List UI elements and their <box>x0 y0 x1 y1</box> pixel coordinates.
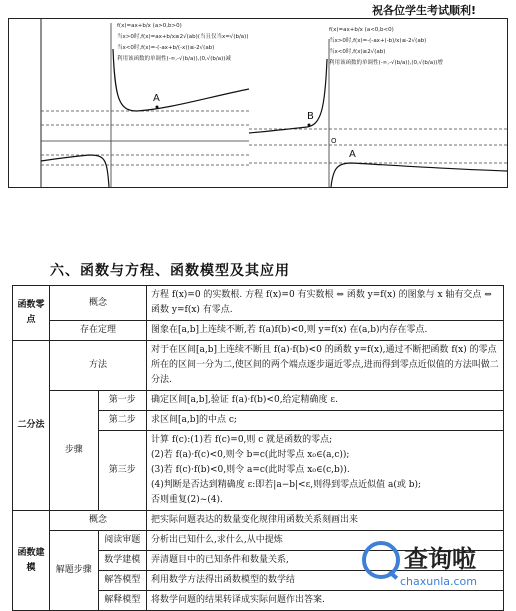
formula-line: 利用该函数的单调性(-∞,-√(b/a)),(0,√(b/a))减 <box>117 56 231 62</box>
content-cell: 将数学问题的结果转译成实际问题作出答案. <box>147 591 504 611</box>
step-name: 第二步 <box>98 411 147 431</box>
step-name: 阅读审题 <box>98 531 147 551</box>
watermark-url: chaxunla.com <box>400 575 477 588</box>
label-cell: 概念 <box>50 286 147 321</box>
right-curve-upper <box>249 59 327 133</box>
label-cell: 方法 <box>50 341 147 391</box>
formula-line: f(x)=ax+b/x (a<0,b<0) <box>329 27 394 33</box>
step-name: 数学建模 <box>98 551 147 571</box>
formula-line: 当x<0时,f(x)=-(-ax+b/(-x))≤-2√(ab) <box>117 45 215 51</box>
right-curve-lower <box>331 163 507 187</box>
content-cell: 分析出已知什么,求什么,从中提炼 <box>147 531 504 551</box>
content-cell: 求区间[a,b]的中点 c; <box>147 411 504 431</box>
left-curve-lower <box>41 155 109 187</box>
step-line: 计算 f(c):(1)若 f(c)=0,则 c 就是函数的零点; <box>151 435 333 445</box>
watermark-title: 查询啦 <box>404 544 476 573</box>
section-heading: 六、函数与方程、函数模型及其应用 <box>50 263 290 279</box>
step-line: (3)若 f(c)·f(b)<0,则令 a=c(此时零点 x₀∈(c,b)). <box>151 465 350 475</box>
table-row <box>13 391 504 411</box>
step-name: 解答模型 <box>98 571 147 591</box>
content-cell: 把实际问题表达的数量变化规律用函数关系刻画出来 <box>147 511 504 531</box>
formula-line: 当x>0时,f(x)=ax+b/x≥2√(ab)(当且仅当x=√(b/a)) <box>117 34 249 40</box>
site-watermark <box>360 537 510 599</box>
label-cell: 解题步骤 <box>50 531 99 611</box>
category-cell: 函数零点 <box>13 286 50 341</box>
content-cell: 方程 f(x)=0 的实数根. 方程 f(x)=0 有实数根 ⇔ 函数 y=f(x) 的图象与 x 轴有交点 ⇔ 函数 y=f(x) 有零点. <box>147 286 504 321</box>
step-line: (2)若 f(a)·f(c)<0,则令 b=c(此时零点 x₀∈(a,c)); <box>151 450 350 460</box>
point-label-a: A <box>153 93 160 104</box>
label-cell: 步骤 <box>50 391 99 511</box>
formula-line: f(x)=ax+b/x (a>0,b>0) <box>117 23 182 29</box>
origin-label: O <box>331 137 337 145</box>
content-cell: 弄清题目中的已知条件和数量关系, <box>147 551 504 571</box>
step-name: 解释模型 <box>98 591 147 611</box>
content-cell <box>147 431 504 511</box>
step-line: (4)判断是否达到精确度 ε:即若|a−b|<ε,则得到零点近似值 a(或 b); <box>151 480 422 490</box>
formula-line: 当x>0时,f(x)=-(-ax+(-b)/x)≤-2√(ab) <box>329 38 427 44</box>
step-line: 否则重复(2)~(4). <box>151 495 223 505</box>
formula-line: 利用该函数的单调性(-∞,-√(b/a)),(0,√(b/a))增 <box>329 60 443 66</box>
content-cell: 确定区间[a,b],验证 f(a)·f(b)<0,给定精确度 ε. <box>147 391 504 411</box>
point-label-a-right: A <box>349 149 356 160</box>
table-row <box>13 321 504 341</box>
function-graph-panel <box>8 18 508 188</box>
table-row <box>13 341 504 391</box>
step-name: 第三步 <box>98 431 147 511</box>
category-cell: 函数建模 <box>13 511 50 611</box>
step-name: 第一步 <box>98 391 147 411</box>
table-row <box>13 511 504 531</box>
table-row <box>13 286 504 321</box>
right-formula-block <box>329 25 501 69</box>
label-cell: 存在定理 <box>50 321 147 341</box>
point-label-b: B <box>307 111 314 122</box>
left-formula-block <box>117 21 257 65</box>
category-cell: 二分法 <box>13 341 50 511</box>
content-cell: 利用数学方法得出函数模型的数学结 <box>147 571 504 591</box>
formula-line: 当x<0时,f(x)≥2√(ab) <box>329 49 386 55</box>
content-cell: 对于在区间[a,b]上连续不断且 f(a)·f(b)<0 的函数 y=f(x),通过不断把函数 f(x) 的零点所在的区间一分为二,使区间的两个端点逐步逼近零点,进而得到零点近似值的方法叫做二分法. <box>147 341 504 391</box>
content-cell: 图象在[a,b]上连续不断,若 f(a)f(b)<0,则 y=f(x) 在(a,b)内存在零点. <box>147 321 504 341</box>
top-note: 祝各位学生考试顺利! <box>371 4 476 17</box>
label-cell: 概念 <box>50 511 147 531</box>
